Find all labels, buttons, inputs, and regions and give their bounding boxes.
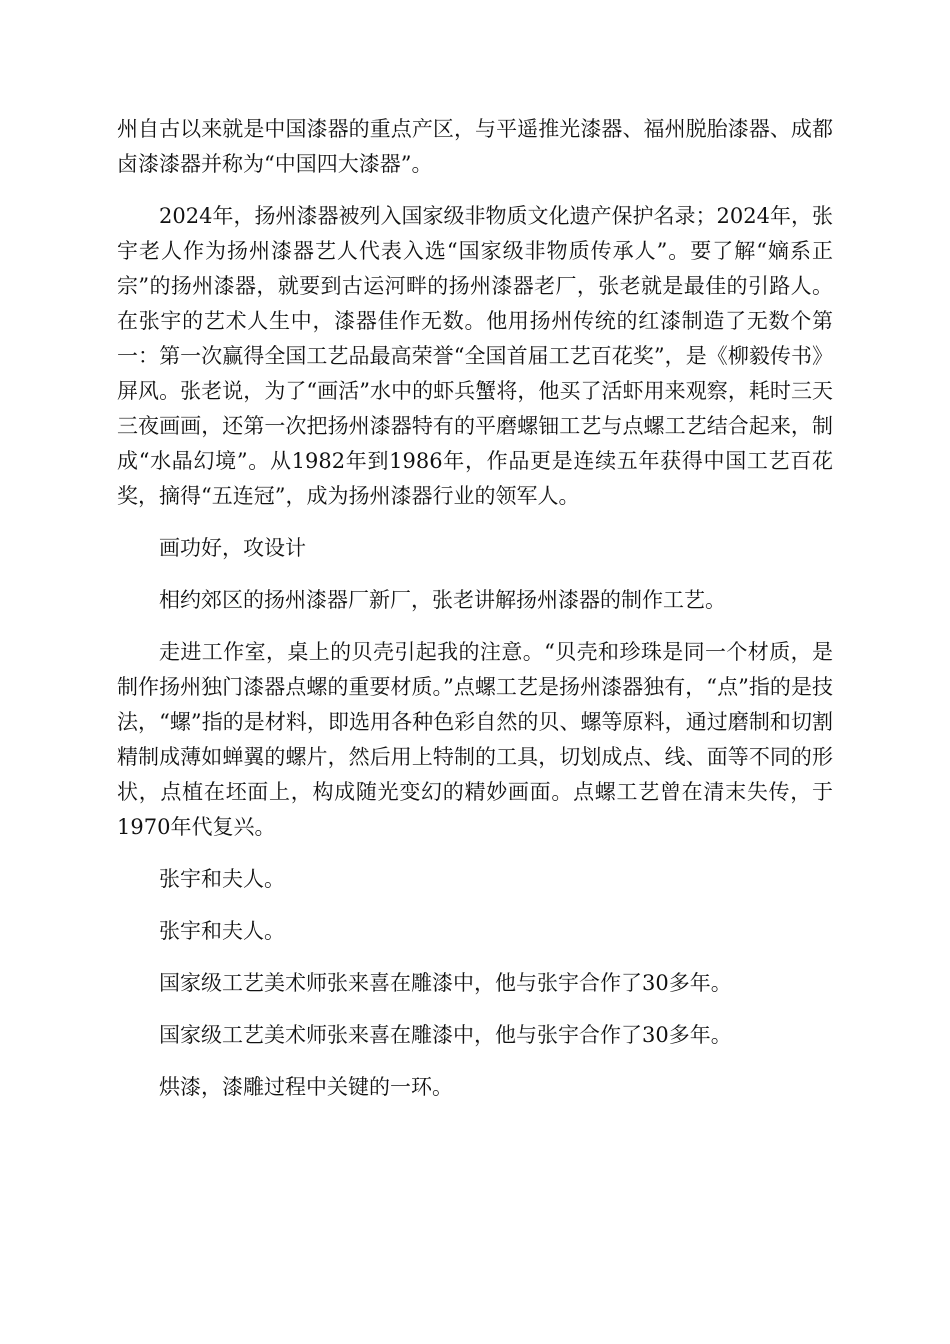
photo-caption: 国家级工艺美术师张来喜在雕漆中，他与张宇合作了30多年。 <box>159 971 732 995</box>
paragraph-shell-inlay-craft: 走进工作室，桌上的贝壳引起我的注意。“贝壳和珍珠是同一个材质，是制作扬州独门漆器点螺的重要材质。”点螺工艺是扬州漆器独有，“点”指的是技法，“螺”指的是材料，即选用各种色彩自然的贝、螺等原料，通过磨制和切割精制成薄如蝉翼的螺片，然后用上特制的工具，切划成点、线、面等不同的形状，点植在坯面上，构成随光变幻的精妙画面。点螺工艺曾在清末失传，于1970年代复兴。 <box>117 640 833 839</box>
section-heading-painting-design: 画功好，攻设计 <box>159 536 306 560</box>
paragraph-zhang-yu-biography: 2024年，扬州漆器被列入国家级非物质文化遗产保护名录；2024年，张宇老人作为扬州漆器艺人代表入选“国家级非物质传承人”。要了解“嫡系正宗”的扬州漆器，就要到古运河畔的扬州漆器老厂，张老就是最佳的引路人。在张宇的艺术人生中，漆器佳作无数。他用扬州传统的红漆制造了无数个第一：第一次赢得全国工艺品最高荣誉“全国首届工艺百花奖”，是《柳毅传书》屏风。张老说，为了“画活”水中的虾兵蟹将，他买了活虾用来观察，耗时三天三夜画画，还第一次把扬州漆器特有的平磨螺钿工艺与点螺工艺结合起来，制成“水晶幻境”。从1982年到1986年，作品更是连续五年获得中国工艺百花奖，摘得“五连冠”，成为扬州漆器行业的领军人。 <box>117 204 833 508</box>
photo-caption: 国家级工艺美术师张来喜在雕漆中，他与张宇合作了30多年。 <box>159 1023 732 1047</box>
photo-caption: 张宇和夫人。 <box>159 867 285 891</box>
paragraph-intro-continuation: 州自古以来就是中国漆器的重点产区，与平遥推光漆器、福州脱胎漆器、成都卤漆漆器并称为“中国四大漆器”。 <box>117 117 833 176</box>
article-body <box>117 112 833 1122</box>
photo-caption: 烘漆，漆雕过程中关键的一环。 <box>159 1075 453 1099</box>
paragraph-new-factory: 相约郊区的扬州漆器厂新厂，张老讲解扬州漆器的制作工艺。 <box>159 588 726 612</box>
photo-caption: 张宇和夫人。 <box>159 919 285 943</box>
